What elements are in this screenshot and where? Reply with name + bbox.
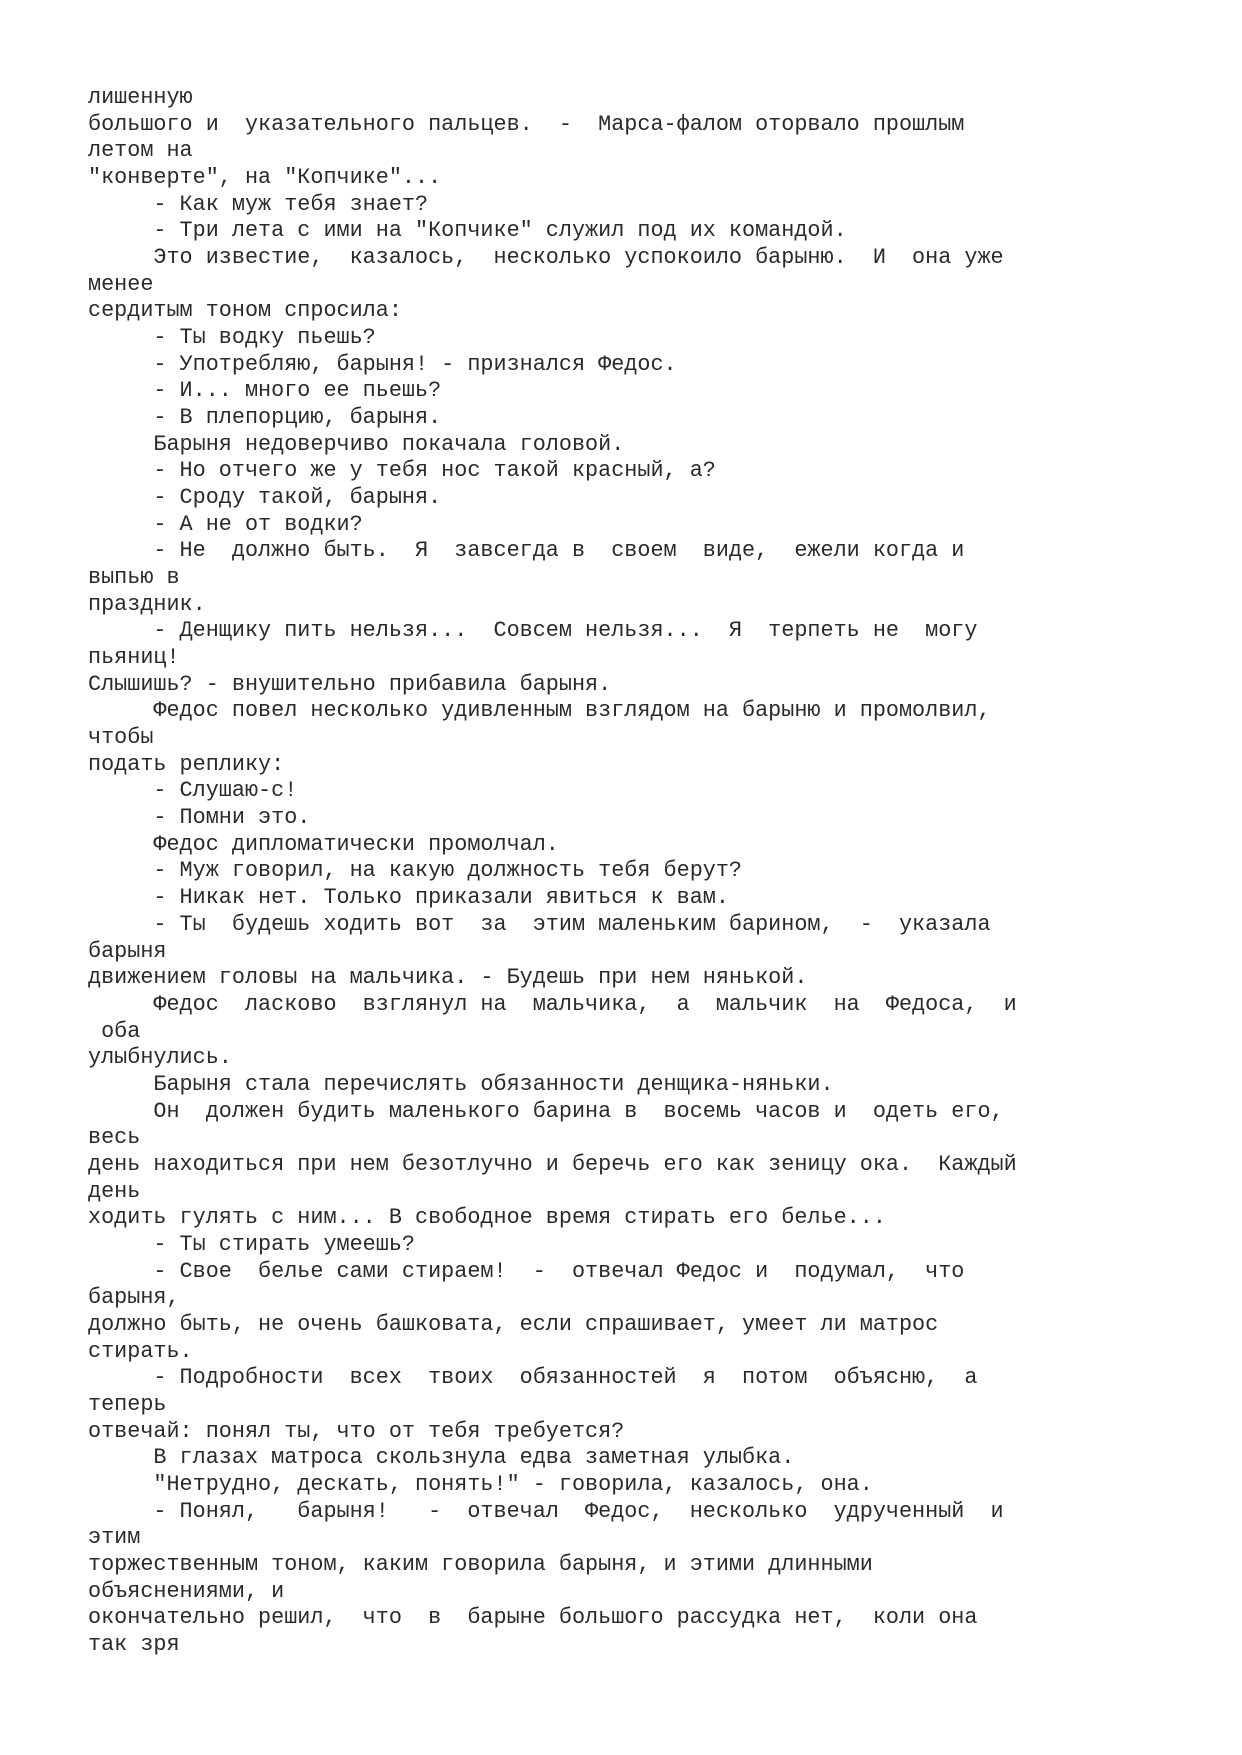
text-line: - Муж говорил, на какую должность тебя берут?: [88, 858, 743, 884]
text-line: - Никак нет. Только приказали явиться к вам.: [88, 885, 729, 911]
text-line: "Нетрудно, дескать, понять!" - говорила, казалось, она.: [88, 1471, 873, 1497]
text-line: - Сроду такой, барыня.: [88, 485, 442, 511]
text-line: праздник.: [88, 591, 206, 617]
text-line: ходить гулять с ним... В свободное время стирать его белье...: [88, 1205, 886, 1231]
text-line: весь: [88, 1125, 141, 1151]
text-line: стирать.: [88, 1338, 193, 1364]
text-line: - Но отчего же у тебя нос такой красный, а?: [88, 458, 716, 484]
text-line: - Употребляю, барыня! - признался Федос.: [88, 351, 677, 377]
text-line: должно быть, не очень башковата, если спрашивает, умеет ли матрос: [88, 1311, 939, 1337]
text-line: движением головы на мальчика. - Будешь при нем нянькой.: [88, 965, 808, 991]
text-line: - Три лета с ими на "Копчике" служил под их командой.: [88, 218, 847, 244]
text-line: торжественным тоном, каким говорила барыня, и этими длинными: [88, 1551, 873, 1577]
text-line: - Слушаю-с!: [88, 778, 298, 804]
text-line: Барыня недоверчиво покачала головой.: [88, 431, 625, 457]
text-line: - Понял, барыня! - отвечал Федос, несколько удрученный и: [88, 1498, 1004, 1524]
text-line: - Ты водку пьешь?: [88, 325, 376, 351]
text-line: - Ты стирать умеешь?: [88, 1231, 416, 1257]
text-line: барыня: [88, 938, 167, 964]
text-line: лишенную: [88, 85, 193, 110]
text-line: Федос ласково взглянул на мальчика, а мальчик на Федоса, и: [88, 991, 1017, 1017]
text-line: - И... много ее пьешь?: [88, 378, 442, 404]
text-line: пьяниц!: [88, 645, 180, 671]
text-line: летом на: [88, 138, 193, 164]
text-line: день находиться при нем безотлучно и беречь его как зеницу ока. Каждый: [88, 1151, 1017, 1177]
text-line: выпью в: [88, 565, 180, 591]
text-line: - Денщику пить нельзя... Совсем нельзя... Я терпеть не могу: [88, 618, 978, 644]
text-line: этим: [88, 1525, 141, 1551]
text-line: оба: [88, 1018, 141, 1044]
text-line: "конверте", на "Копчике"...: [88, 165, 442, 191]
text-line: - Свое белье сами стираем! - отвечал Федос и подумал, что: [88, 1258, 965, 1284]
text-line: Федос дипломатически промолчал.: [88, 831, 559, 857]
text-line: барыня,: [88, 1285, 180, 1311]
text-line: день: [88, 1178, 141, 1204]
text-line: менее: [88, 271, 154, 297]
text-line: Слышишь? - внушительно прибавила барыня.: [88, 671, 612, 697]
text-line: сердитым тоном спросила:: [88, 298, 402, 324]
text-line: В глазах матроса скользнула едва заметная улыбка.: [88, 1445, 795, 1471]
text-line: отвечай: понял ты, что от тебя требуется?: [88, 1418, 625, 1444]
text-line: большого и указательного пальцев. - Марса-фалом оторвало прошлым: [88, 111, 965, 137]
text-line: подать реплику:: [88, 751, 285, 777]
text-line: - Как муж тебя знает?: [88, 191, 429, 217]
text-line: - Ты будешь ходить вот за этим маленьким барином, - указала: [88, 911, 991, 937]
document-text-body: [88, 85, 1208, 1659]
text-line: Федос повел несколько удивленным взглядом на барыню и промолвил,: [88, 698, 991, 724]
text-line: - Не должно быть. Я завсегда в своем виде, ежели когда и: [88, 538, 965, 564]
text-line: так зря: [88, 1631, 180, 1657]
text-line: - А не от водки?: [88, 511, 363, 537]
text-line: Барыня стала перечислять обязанности денщика-няньки.: [88, 1071, 834, 1097]
text-line: чтобы: [88, 725, 154, 751]
text-line: окончательно решил, что в барыне большого рассудка нет, коли она: [88, 1605, 978, 1631]
text-line: Это известие, казалось, несколько успокоило барыню. И она уже: [88, 245, 1004, 271]
text-line: теперь: [88, 1391, 167, 1417]
text-line: - Подробности всех твоих обязанностей я потом объясню, а: [88, 1365, 978, 1391]
text-line: - Помни это.: [88, 805, 311, 831]
text-line: улыбнулись.: [88, 1045, 232, 1071]
text-line: - В плепорцию, барыня.: [88, 405, 442, 431]
text-line: объяснениями, и: [88, 1578, 285, 1604]
text-line: Он должен будить маленького барина в восемь часов и одеть его,: [88, 1098, 1004, 1124]
